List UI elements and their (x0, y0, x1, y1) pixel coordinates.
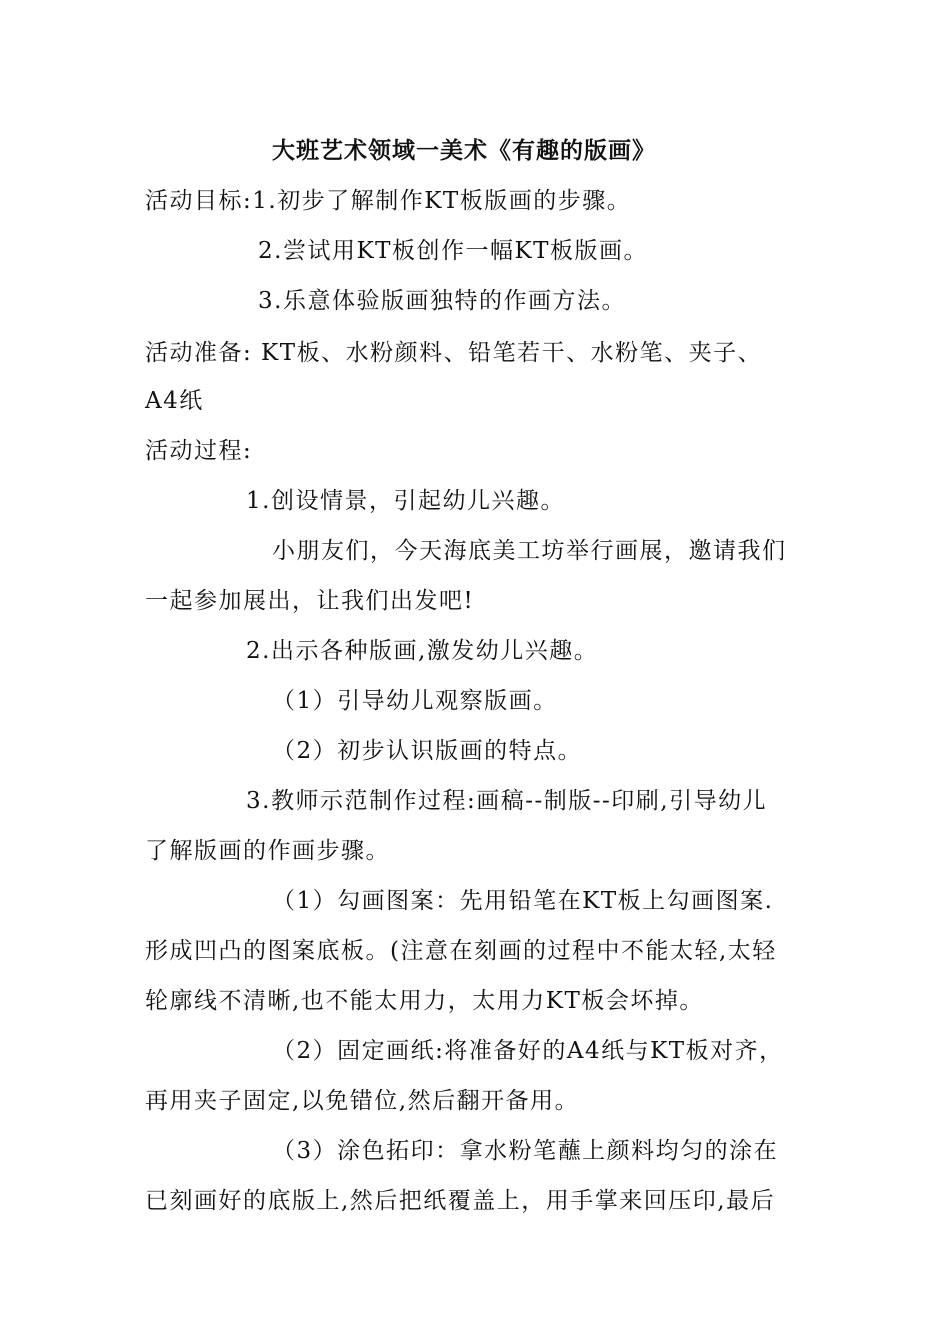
document-title: 大班艺术领域一美术《有趣的版画》 (272, 137, 656, 164)
step2-heading: 2.出示各种版画,激发幼儿兴趣。 (246, 638, 599, 664)
prep-line-2: A4纸 (145, 388, 204, 414)
step3-sub3-line-1: （3）涂色拓印：拿水粉笔蘸上颜料均匀的涂在 (272, 1138, 779, 1164)
step3-sub1-line-3: 轮廓线不清晰,也不能太用力，太用力KT板会坏掉。 (145, 988, 704, 1014)
prep-line-1: 活动准备: KT板、水粉颜料、铅笔若干、水粉笔、夹子、 (145, 340, 763, 366)
step3-heading-line-2: 了解版画的作画步骤。 (145, 838, 390, 864)
step1-text-line-1: 小朋友们，今天海底美工坊举行画展，邀请我们 (272, 538, 787, 564)
step3-sub3-line-2: 已刻画好的底版上,然后把纸覆盖上，用手掌来回压印,最后 (145, 1188, 776, 1214)
step3-sub1-line-2: 形成凹凸的图案底板。(注意在刻画的过程中不能太轻,太轻 (145, 938, 777, 964)
goals-line-1: 活动目标:1.初步了解制作KT板版画的步骤。 (145, 188, 632, 214)
step1-text-line-2: 一起参加展出，让我们出发吧! (145, 588, 475, 614)
step2-sub-item-2: （2）初步认识版画的特点。 (272, 738, 583, 764)
goals-line-2: 2.尝试用KT板创作一幅KT板版画。 (258, 238, 648, 264)
step2-sub-item-1: （1）引导幼儿观察版画。 (272, 688, 558, 714)
process-heading: 活动过程: (145, 438, 253, 464)
step3-sub2-line-1: （2）固定画纸:将准备好的A4纸与KT板对齐， (272, 1038, 784, 1064)
step3-sub1-line-1: （1）勾画图案：先用铅笔在KT板上勾画图案. (272, 888, 774, 914)
step3-sub2-line-2: 再用夹子固定,以免错位,然后翻开备用。 (145, 1088, 580, 1114)
goals-line-3: 3.乐意体验版画独特的作画方法。 (258, 288, 626, 314)
step1-heading: 1.创设情景，引起幼儿兴趣。 (246, 488, 565, 514)
step3-heading-line-1: 3.教师示范制作过程:画稿--制版--印刷,引导幼儿 (246, 788, 768, 814)
